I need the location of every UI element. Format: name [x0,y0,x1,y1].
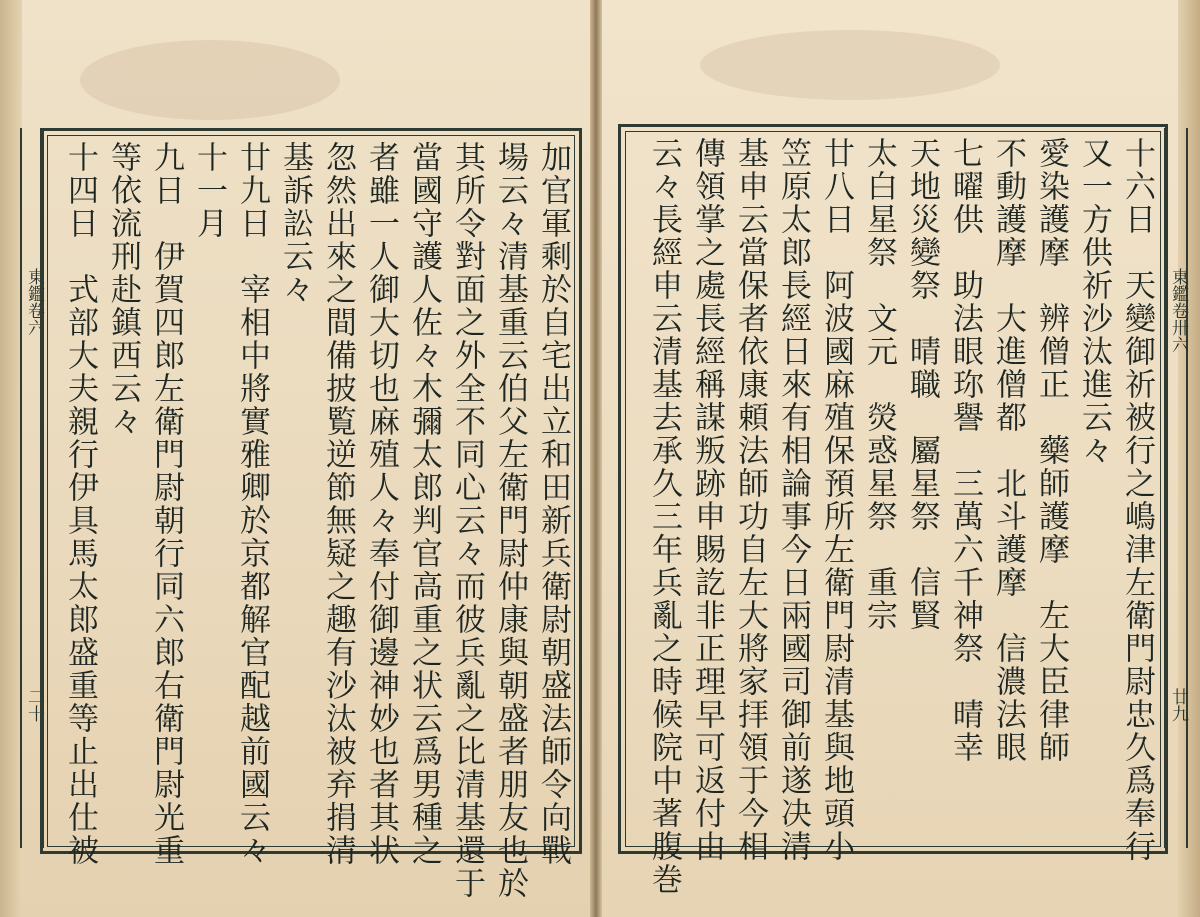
left-fold-label: 東鑑卷六 [24,268,44,336]
text-column: 十六日 天變御祈被行之嶋津左衛門尉忠久爲奉行 [1119,137,1155,863]
text-column: 基申云當保者依康頼法師功自左大將家拝領于今相 [732,137,768,863]
text-column: 云々長經申云清基去承久三年兵亂之時候院中著腹巻 [646,137,682,896]
text-column: 其所令對面之外全不同心云々而彼兵亂之比清基還于 [449,141,485,900]
text-column: 十一月 [191,141,227,240]
text-column: 天地災變祭 晴職 屬星祭 信賢 [904,137,940,632]
text-column: 加官軍剩於自宅出立和田新兵衛尉朝盛法師令向戰 [535,141,571,867]
text-column: 七曜供 助法眼珎譽 三萬六千神祭 晴幸 [947,137,983,764]
text-column: 笠原太郎長經日來有相論事今日兩國司御前遂决清 [775,137,811,863]
text-column: 廿九日 宰相中將實雅卿於京都解官配越前國云々 [234,141,270,867]
left-page-edge [0,0,22,917]
paper-stain [700,30,1000,100]
text-column: 太白星祭 文元 熒惑星祭 重宗 [861,137,897,632]
left-fold-number: 二十 [24,688,44,722]
text-column: 九日 伊賀四郎左衛門尉朝行同六郎右衛門尉光重 [148,141,184,867]
text-column: 等依流刑赴鎮西云々 [105,141,141,438]
text-column: 場云々清基重云伯父左衛門尉仲康與朝盛者朋友也於 [492,141,528,900]
text-column: 忽然出來之間備披覧逆節無疑之趣有沙汰被弃捐清 [320,141,356,867]
text-column: 十四日 式部大夫親行伊具馬太郎盛重等止出仕被 [62,141,98,867]
text-column: 基訴訟云々 [277,141,313,306]
text-column: 傳領掌之處長經稱謀叛跡申賜訖非正理早可返付由 [689,137,725,863]
text-column: 不動護摩 大進僧都 北斗護摩 信濃法眼 [990,137,1026,764]
text-column: 廿八日 阿波國麻殖保預所左衛門尉清基與地頭小 [818,137,854,863]
text-column: 愛染護摩 辨僧正 藥師護摩 左大臣律師 [1033,137,1069,764]
right-fold-number: 廿九 [1168,688,1188,722]
right-fold-label: 東鑑卷卅六 [1168,268,1188,353]
right-text-frame [618,124,1168,896]
left-text-frame [40,128,582,900]
book-gutter [590,0,602,917]
text-column: 又一方供祈沙汰進云々 [1076,137,1112,467]
text-column: 者雖一人御大切也麻殖人々奉付御邊神妙也者其状 [363,141,399,867]
text-column: 當國守護人佐々木彌太郎判官高重之状云爲男種之 [406,141,442,867]
paper-stain [80,40,340,120]
